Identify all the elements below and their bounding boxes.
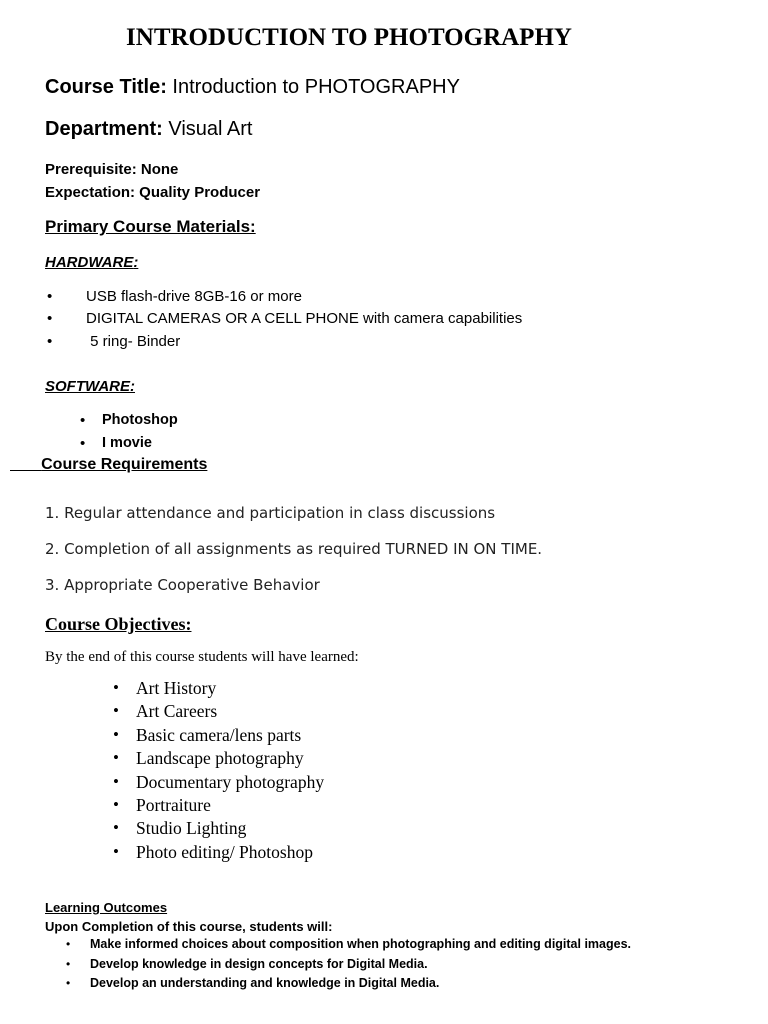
hardware-item: DIGITAL CAMERAS OR A CELL PHONE with camera capabilities (86, 310, 523, 327)
objective-item: Studio Lighting (136, 818, 247, 838)
hardware-item: 5 ring- Binder (86, 333, 181, 350)
hardware-heading-colon: : (133, 254, 139, 271)
requirement-item: 3. Appropriate Cooperative Behavior (45, 576, 320, 594)
objective-item: Art History (136, 678, 217, 698)
learning-outcomes-intro: Upon Completion of this course, students will: (45, 919, 333, 934)
department-value: Visual Art (162, 118, 253, 140)
department-line (45, 118, 252, 141)
course-title-value: Introduction to PHOTOGRAPHY (166, 76, 460, 98)
course-title-line (45, 76, 460, 99)
objective-item: Documentary photography (136, 772, 325, 792)
bullet-icon: • (113, 842, 119, 861)
requirements-heading (10, 456, 207, 474)
objective-item: Art Careers (136, 701, 218, 721)
prerequisite: Prerequisite: None (45, 161, 179, 178)
bullet-icon: • (66, 976, 71, 990)
hardware-item: USB flash-drive 8GB-16 or more (86, 288, 302, 305)
bullet-icon: • (66, 937, 71, 951)
course-title-label: Course Title: (45, 76, 167, 98)
requirement-item: 1. Regular attendance and participation in class discussions (45, 504, 496, 522)
expectation: Expectation: Quality Producer (45, 184, 261, 201)
bullet-icon: • (80, 412, 86, 429)
bullet-icon: • (113, 678, 119, 697)
department-label: Department: (45, 118, 163, 140)
learning-outcome-item: Make informed choices about composition when photographing and editing digital images. (90, 937, 632, 951)
bullet-icon: • (113, 725, 119, 744)
bullet-icon: • (113, 701, 119, 720)
hardware-heading (45, 254, 138, 271)
bullet-icon: • (47, 288, 53, 305)
software-heading-colon: : (130, 378, 135, 395)
objectives-intro: By the end of this course students will have learned: (45, 649, 359, 665)
objective-item: Photo editing/ Photoshop (136, 842, 313, 862)
bullet-icon: • (47, 310, 53, 327)
bullet-icon: • (66, 957, 71, 971)
bullet-icon: • (113, 772, 119, 791)
requirement-item: 2. Completion of all assignments as required TURNED IN ON TIME. (45, 540, 543, 558)
objective-item: Basic camera/lens parts (136, 725, 302, 745)
bullet-icon: • (113, 748, 119, 767)
bullet-icon: • (113, 795, 119, 814)
objective-item: Landscape photography (136, 748, 304, 768)
bullet-icon: • (80, 435, 86, 452)
software-heading-text: SOFTWARE (45, 378, 130, 395)
learning-outcome-item: Develop an understanding and knowledge in Digital Media. (90, 976, 440, 990)
software-heading (45, 378, 135, 395)
bullet-icon: • (113, 818, 119, 837)
materials-heading: Primary Course Materials: (45, 217, 256, 236)
objective-item: Portraiture (136, 795, 211, 815)
bullet-icon: • (47, 333, 53, 350)
document-title: INTRODUCTION TO PHOTOGRAPHY (126, 24, 572, 51)
hardware-heading-text: HARDWARE (45, 254, 134, 271)
software-item: Photoshop (102, 412, 178, 428)
requirements-heading-text: Course Requirements (41, 456, 208, 473)
learning-outcome-item: Develop knowledge in design concepts for Digital Media. (90, 957, 428, 971)
learning-outcomes-heading: Learning Outcomes (45, 900, 168, 915)
software-item: I movie (102, 435, 152, 451)
objectives-heading: Course Objectives: (45, 614, 192, 634)
